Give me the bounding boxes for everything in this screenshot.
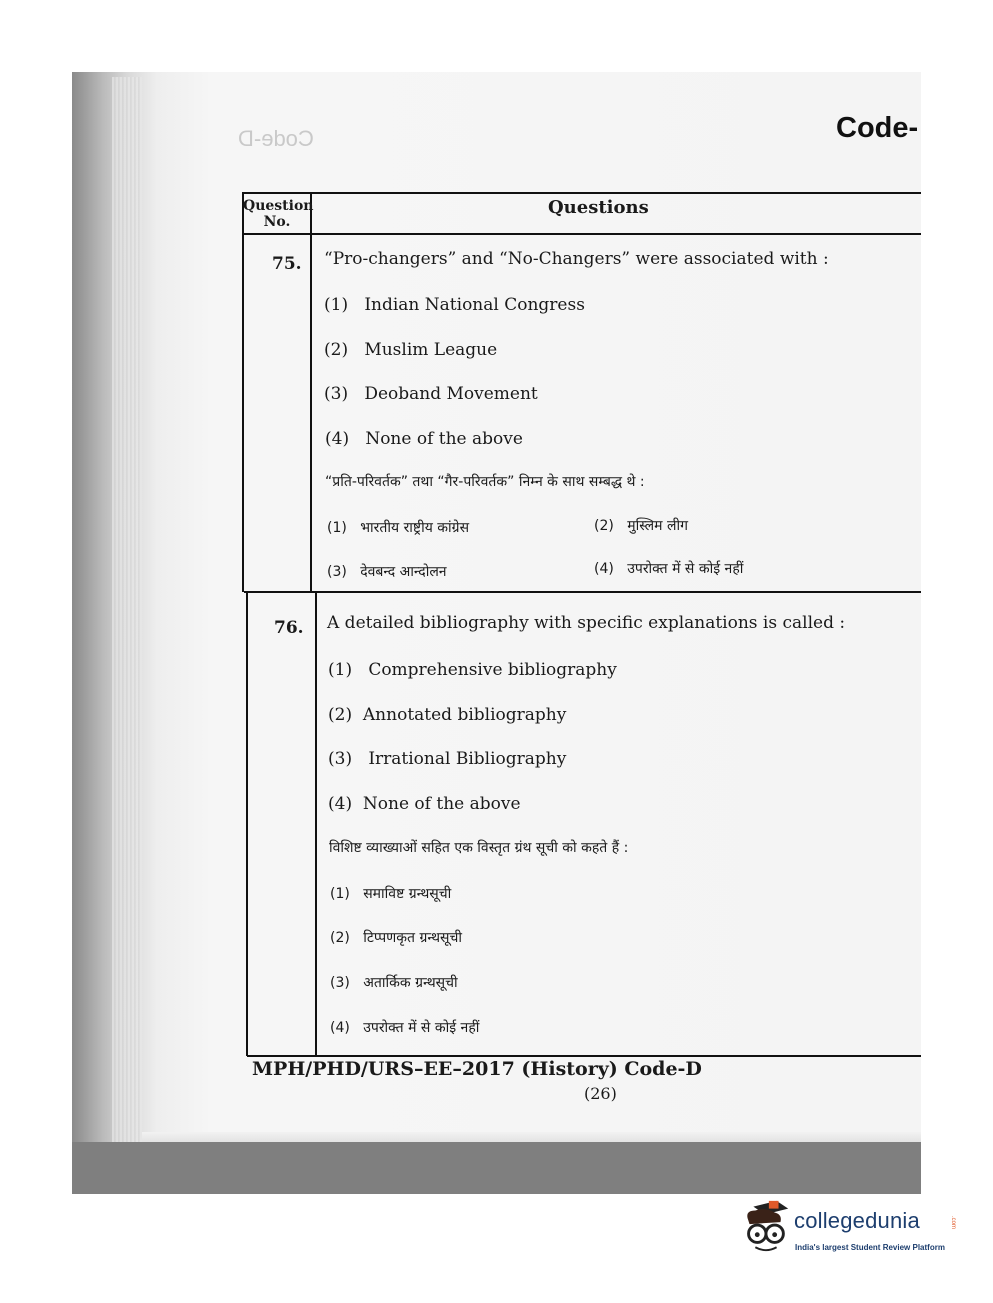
option-text: None of the above xyxy=(362,794,521,814)
table-bottom-border xyxy=(247,1055,921,1057)
hindi-question-text: विशिष्ट व्याख्याओं सहित एक विस्तृत ग्रंथ सूची को कहते हैं : xyxy=(329,840,629,856)
option-text: Comprehensive bibliography xyxy=(368,660,617,680)
hindi-option xyxy=(330,973,458,992)
option-number: (1) xyxy=(327,520,347,536)
table-left-border-top xyxy=(242,192,244,592)
option xyxy=(328,705,566,725)
option-number: (3) xyxy=(328,749,353,769)
table-top-border xyxy=(242,192,921,194)
hindi-question-text: “प्रति-परिवर्तक” तथा “गैर-परिवर्तक” निम्न के साथ सम्बद्ध थे : xyxy=(325,474,645,490)
option-text: उपरोक्त में से कोई नहीं xyxy=(363,1020,480,1036)
option-number: (3) xyxy=(327,564,347,580)
hindi-option xyxy=(330,884,451,903)
bleed-through-code: Code-D xyxy=(238,126,314,151)
header-question-no xyxy=(243,198,314,230)
logo-domain-suffix: .com xyxy=(950,1216,956,1230)
option-text: देवबन्द आन्दोलन xyxy=(360,564,447,580)
table-left-border-bottom xyxy=(246,592,248,1056)
hindi-option xyxy=(327,562,447,581)
row-separator xyxy=(244,591,921,593)
scanner-bed xyxy=(72,1142,921,1194)
hindi-option xyxy=(327,518,469,537)
footer-page-number: (26) xyxy=(584,1084,617,1103)
option-number: (2) xyxy=(324,340,349,360)
option-text: Irrational Bibliography xyxy=(368,749,567,769)
option xyxy=(324,295,585,315)
question-text: “Pro-changers” and “No-Changers” were associated with : xyxy=(324,249,829,269)
option xyxy=(325,429,523,449)
option-number: (4) xyxy=(328,794,353,814)
option-text: भारतीय राष्ट्रीय कांग्रेस xyxy=(360,520,470,536)
option xyxy=(328,749,566,769)
option-text: समाविष्ट ग्रन्थसूची xyxy=(363,886,452,902)
option-text: अतार्किक ग्रन्थसूची xyxy=(363,975,458,991)
option-number: (4) xyxy=(594,561,614,577)
option-text: Indian National Congress xyxy=(364,295,585,315)
column-divider-bottom xyxy=(315,592,317,1056)
hindi-option xyxy=(594,516,688,535)
option xyxy=(324,384,538,404)
option xyxy=(328,794,521,814)
mascot-logo-icon xyxy=(736,1196,794,1256)
option-number: (2) xyxy=(330,930,350,946)
option-text: मुस्लिम लीग xyxy=(627,518,688,534)
page-code-header: Code- xyxy=(836,112,919,144)
option-number: (3) xyxy=(324,384,349,404)
table-header-border xyxy=(242,233,921,235)
hindi-option xyxy=(330,928,462,947)
page-stack-edge xyxy=(112,77,142,1167)
scanned-page xyxy=(72,72,921,1194)
option-text: Deoband Movement xyxy=(364,384,538,404)
option-text: टिप्पणकृत ग्रन्थसूची xyxy=(363,930,463,946)
option-number: (2) xyxy=(594,518,614,534)
header-no-label: No. xyxy=(263,214,291,230)
option-number: (1) xyxy=(330,886,350,902)
option xyxy=(324,340,497,360)
option-number: (2) xyxy=(328,705,353,725)
option-number: (1) xyxy=(324,295,349,315)
logo-tagline: India's largest Student Review Platform xyxy=(795,1243,945,1252)
option-text: None of the above xyxy=(365,429,523,449)
question-text: A detailed bibliography with specific explanations is called : xyxy=(327,613,846,633)
footer-exam-code: MPH/PHD/URS–EE–2017 (History) Code-D xyxy=(252,1058,702,1080)
question-number: 76. xyxy=(274,618,304,638)
option-text: उपरोक्त में से कोई नहीं xyxy=(627,561,744,577)
option-text: Muslim League xyxy=(364,340,498,360)
hindi-option xyxy=(330,1018,479,1037)
option xyxy=(328,660,617,680)
header-question-label: Question xyxy=(243,198,314,214)
option-number: (1) xyxy=(328,660,353,680)
option-text: Annotated bibliography xyxy=(362,705,567,725)
option-number: (4) xyxy=(325,429,350,449)
column-divider-top xyxy=(310,192,312,592)
header-questions: Questions xyxy=(548,197,649,218)
option-number: (3) xyxy=(330,975,350,991)
option-number: (4) xyxy=(330,1020,350,1036)
logo-wordmark: collegedunia xyxy=(794,1208,920,1233)
question-number: 75. xyxy=(272,254,302,274)
hindi-option xyxy=(594,559,743,578)
